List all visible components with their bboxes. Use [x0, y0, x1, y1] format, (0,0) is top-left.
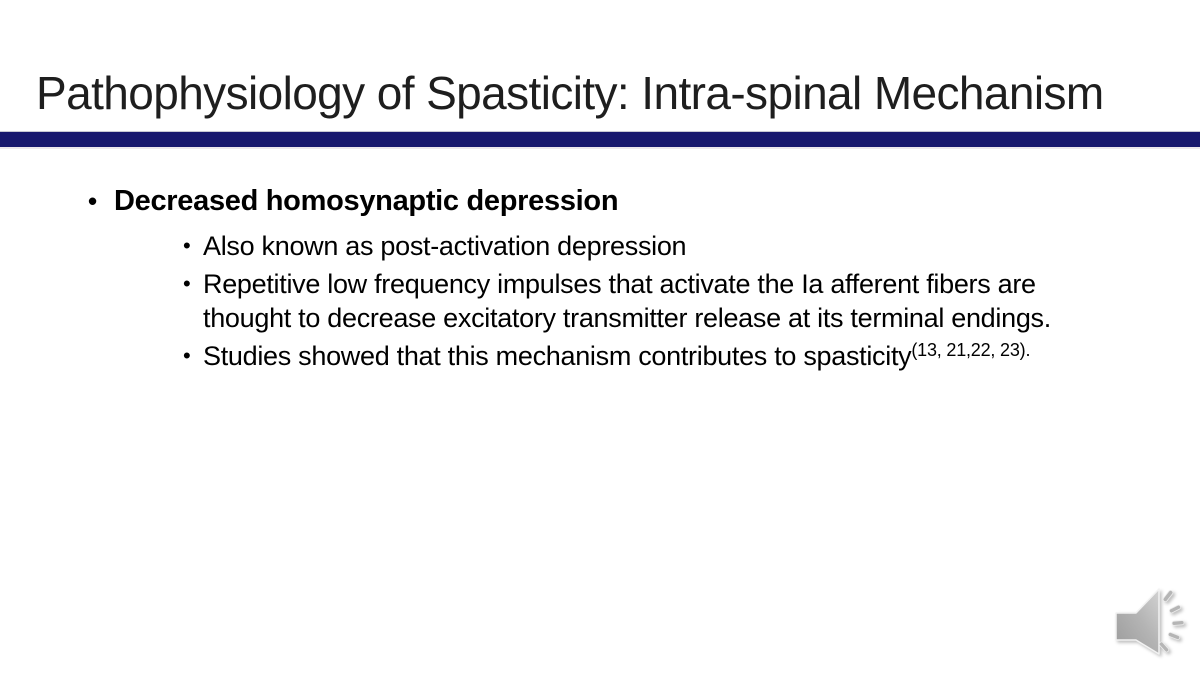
bullet-marker: • [88, 186, 97, 216]
citation-superscript: (13, 21,22, 23). [911, 340, 1031, 360]
bullet-text-line: thought to decrease excitatory transmitter release at its terminal endings. [203, 303, 1051, 333]
bullet-item-main [88, 184, 1118, 218]
sound-waves [1158, 590, 1184, 653]
bullet-item-sub3 [183, 339, 1118, 373]
bullet-item-sub2 [183, 267, 1118, 335]
bullet-text-sub3-body: Studies showed that this mechanism contributes to spasticity [203, 341, 912, 371]
bullet-text-sub2 [203, 267, 1118, 335]
bullet-text-sub1: Also known as post-activation depression [203, 231, 687, 261]
audio-speaker-icon[interactable] [1110, 582, 1194, 662]
bullet-list [88, 184, 1118, 377]
bullet-text-line: Repetitive low frequency impulses that activate the Ia afferent fibers are [203, 269, 1036, 299]
title-divider-bar [0, 131, 1200, 147]
bullet-marker: • [183, 271, 191, 296]
bullet-text-main: Decreased homosynaptic depression [114, 185, 619, 217]
speaker-horn [1116, 589, 1159, 654]
bullet-marker: • [183, 233, 191, 258]
bullet-text-sub3 [203, 339, 1118, 373]
bullet-item-sub1 [183, 229, 1118, 263]
slide-title: Pathophysiology of Spasticity: Intra-spinal Mechanism [36, 67, 1104, 119]
bullet-marker: • [183, 343, 191, 368]
